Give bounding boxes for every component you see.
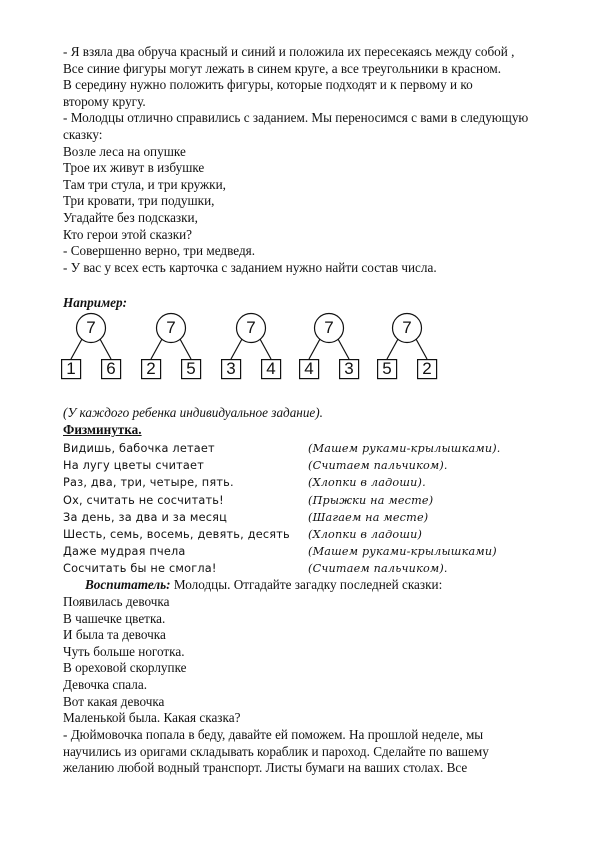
tree-left-number: 3 <box>226 359 236 378</box>
text-line: Девочка спала. <box>63 676 147 692</box>
action-text: (Машем руками-крылышками). <box>308 442 501 455</box>
riddle-poem <box>63 594 553 727</box>
number-composition-diagram <box>61 312 481 382</box>
text-line: Все синие фигуры могут лежать в синем круге, а все треугольники в красном. <box>63 60 502 76</box>
tree-left-number: 1 <box>66 359 76 378</box>
text-line: Кто герои этой сказки? <box>63 226 193 242</box>
action-text: (Шагаем на месте) <box>308 510 429 524</box>
tree-left-number: 4 <box>304 359 314 378</box>
fizminutka-row <box>63 474 533 491</box>
action-text: (Считаем пальчиком). <box>308 459 448 473</box>
text-line: - Дюймовочка попала в беду, давайте ей поможем. На прошлой неделе, мы <box>63 727 484 742</box>
text-line: Угадайте без подсказки, <box>63 209 198 225</box>
tree-root-number: 7 <box>324 318 334 337</box>
text-line: научились из оригами складывать кораблик и пароход. Сделайте по вашему <box>63 743 489 759</box>
text-line: второму кругу. <box>63 93 146 109</box>
fizminutka-table <box>63 440 533 578</box>
fizminutka-row <box>63 543 533 560</box>
text-line: Три кровати, три подушки, <box>63 193 215 209</box>
text-line: желанию любой водный транспорт. Листы бумаги на ваших столах. Все <box>63 760 468 776</box>
example-label: Например: <box>63 295 127 310</box>
fizminutka-row <box>63 509 533 526</box>
action-text: (Машем руками-крылышками) <box>308 545 497 559</box>
verse-text: Видишь, бабочка летает <box>63 442 215 455</box>
fizminutka-row <box>63 560 533 577</box>
text-line: - Совершенно верно, три медведя. <box>63 243 256 259</box>
tree-right-number: 2 <box>422 359 432 378</box>
tree-right-number: 6 <box>106 359 116 378</box>
number-tree <box>61 312 141 382</box>
fizminutka-heading: Физминутка. <box>63 422 142 437</box>
text-line: В середину нужно положить фигуры, которые подходят и к первому и ко <box>63 77 473 93</box>
fizminutka-row <box>63 440 533 457</box>
verse-text: Ох, считать не сосчитать! <box>63 493 224 507</box>
tree-left-number: 2 <box>146 359 156 378</box>
verse-text: За день, за два и за месяц <box>63 510 228 524</box>
teacher-text: Молодцы. Отгадайте загадку последней сказки: <box>170 577 443 592</box>
action-text: (Прыжки на месте) <box>308 493 434 507</box>
number-tree <box>221 312 301 382</box>
verse-text: Сосчитать бы не смогла! <box>63 562 217 576</box>
text-line: Возле леса на опушке <box>63 143 186 159</box>
individual-task-note: (У каждого ребенка индивидуальное задание). <box>63 405 323 420</box>
action-text: (Хлопки в ладоши) <box>308 527 423 541</box>
tree-root-number: 7 <box>166 318 176 337</box>
fizminutka-row <box>63 526 533 543</box>
text-line: И была та девочка <box>63 627 166 643</box>
verse-text: Даже мудрая пчела <box>63 545 186 559</box>
tree-right-number: 5 <box>186 359 196 378</box>
final-paragraph <box>63 727 553 777</box>
intro-paragraph <box>63 44 553 276</box>
text-line: Маленькой была. Какая сказка? <box>63 710 241 726</box>
tree-root-number: 7 <box>246 318 256 337</box>
tree-right-number: 4 <box>266 359 276 378</box>
text-line: В чашечке цветка. <box>63 610 166 626</box>
number-tree <box>141 312 221 382</box>
teacher-line <box>63 577 575 594</box>
text-line: сказку: <box>63 126 103 142</box>
text-line: - Я взяла два обруча красный и синий и положила их пересекаясь между собой , <box>63 44 515 59</box>
text-line: - У вас у всех есть карточка с заданием нужно найти состав числа. <box>63 259 437 275</box>
text-line: Трое их живут в избушке <box>63 160 205 176</box>
fizminutka-row <box>63 492 533 509</box>
number-tree <box>299 312 379 382</box>
tree-right-number: 3 <box>344 359 354 378</box>
tree-left-number: 5 <box>382 359 392 378</box>
fizminutka-row <box>63 457 533 474</box>
verse-text: На лугу цветы считает <box>63 459 204 473</box>
teacher-label: Воспитатель: <box>85 577 171 592</box>
text-line: - Молодцы отлично справились с заданием. Мы переносимся с вами в следующую <box>63 110 529 126</box>
action-text: (Хлопки в ладоши). <box>308 476 426 490</box>
text-line: Чуть больше ноготка. <box>63 643 185 659</box>
verse-text: Раз, два, три, четыре, пять. <box>63 476 234 490</box>
text-line: Там три стула, и три кружки, <box>63 176 226 192</box>
text-line: Вот какая девочка <box>63 693 165 709</box>
tree-root-number: 7 <box>86 318 96 337</box>
text-line: В ореховой скорлупке <box>63 660 187 676</box>
text-line: Появилась девочка <box>63 594 170 609</box>
action-text: (Считаем пальчиком). <box>308 562 448 576</box>
number-tree <box>377 312 457 382</box>
verse-text: Шесть, семь, восемь, девять, десять <box>63 527 290 541</box>
tree-root-number: 7 <box>402 318 412 337</box>
